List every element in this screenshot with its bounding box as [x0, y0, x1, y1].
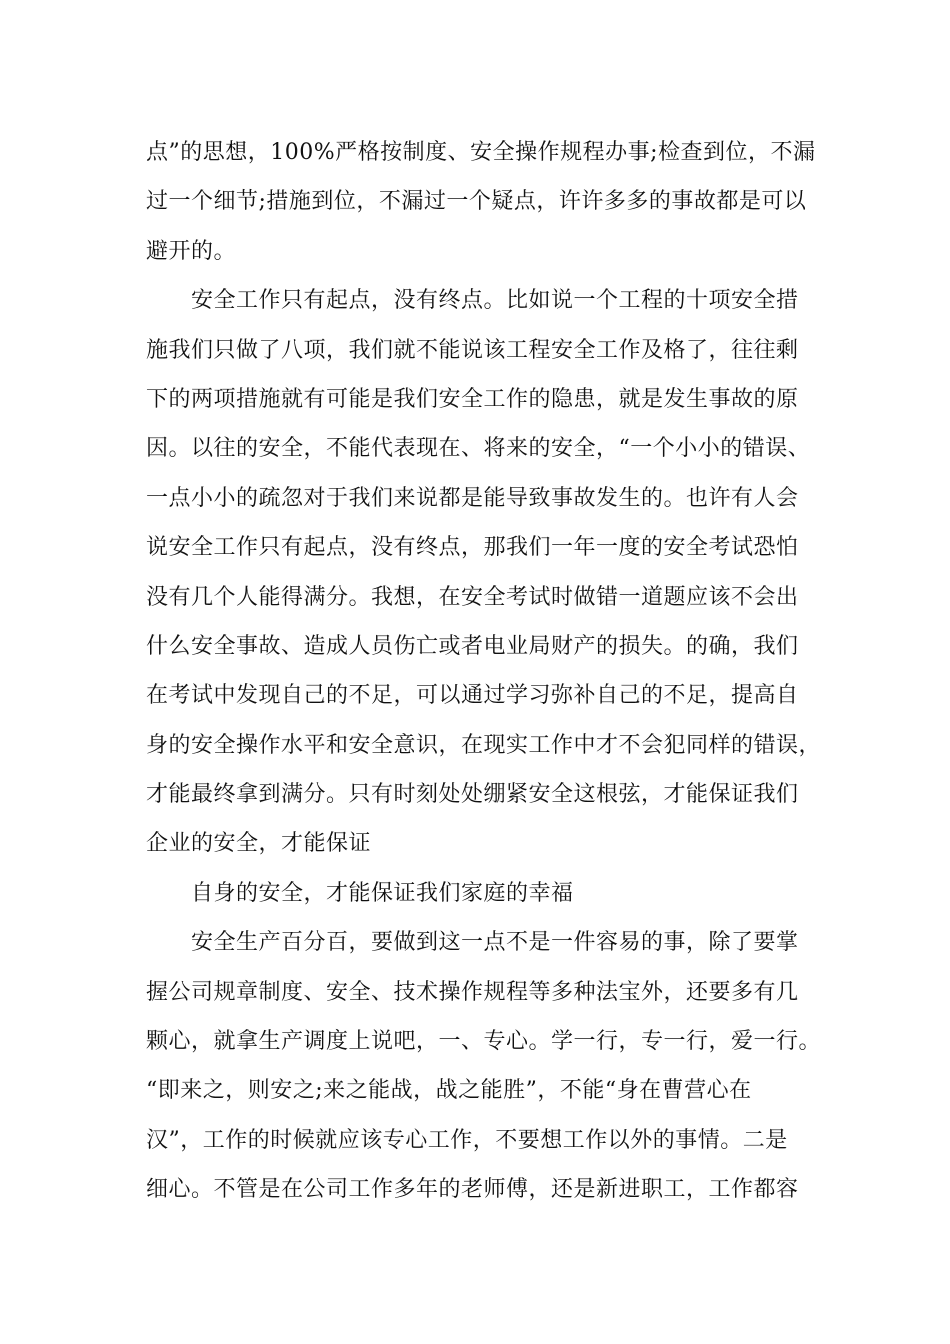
text-line: 因。以往的安全，不能代表现在、将来的安全，“一个小小的错误、 — [146, 436, 811, 462]
text-line: 企业的安全，才能保证 — [146, 831, 372, 857]
text-line: 一点小小的疏忽对于我们来说都是能导致事故发生的。也许有人会 — [146, 485, 799, 511]
text-line: 什么安全事故、造成人员伤亡或者电业局财产的损失。的确，我们 — [146, 633, 799, 659]
text-line: 说安全工作只有起点，没有终点，那我们一年一度的安全考试恐怕 — [146, 535, 799, 561]
text-line: 细心。不管是在公司工作多年的老师傅，还是新进职工，工作都容 — [146, 1177, 799, 1203]
text-line: 安全工作只有起点，没有终点。比如说一个工程的十项安全措 — [146, 288, 799, 314]
text-line: 才能最终拿到满分。只有时刻处处绷紧安全这根弦，才能保证我们 — [146, 782, 799, 808]
text-line: 下的两项措施就有可能是我们安全工作的隐患，就是发生事故的原 — [146, 386, 799, 412]
text-line: 过一个细节;措施到位，不漏过一个疑点，许许多多的事故都是可以 — [146, 189, 807, 215]
text-line: 避开的。 — [146, 238, 237, 264]
text-line: 在考试中发现自己的不足，可以通过学习弥补自己的不足，提高自 — [146, 683, 799, 709]
text-line: 安全生产百分百，要做到这一点不是一件容易的事，除了要掌 — [146, 930, 799, 956]
text-line: 点”的思想，100%严格按制度、安全操作规程办事;检查到位，不漏 — [146, 140, 816, 165]
text-line: 身的安全操作水平和安全意识，在现实工作中才不会犯同样的错误， — [146, 732, 822, 758]
body-text — [146, 128, 822, 1215]
text-line: 汉”，工作的时候就应该专心工作，不要想工作以外的事情。二是 — [146, 1127, 788, 1153]
text-line: 握公司规章制度、安全、技术操作规程等多种法宝外，还要多有几 — [146, 979, 799, 1005]
text-line: “即来之，则安之;来之能战，战之能胜”，不能“身在曹营心在 — [146, 1078, 752, 1104]
text-line: 施我们只做了八项，我们就不能说该工程安全工作及格了，往往剩 — [146, 337, 799, 363]
text-line: 颗心，就拿生产调度上说吧，一、专心。学一行，专一行，爱一行。 — [146, 1029, 822, 1055]
text-line: 没有几个人能得满分。我想，在安全考试时做错一道题应该不会出 — [146, 584, 799, 610]
text-line: 自身的安全，才能保证我们家庭的幸福 — [146, 880, 574, 906]
